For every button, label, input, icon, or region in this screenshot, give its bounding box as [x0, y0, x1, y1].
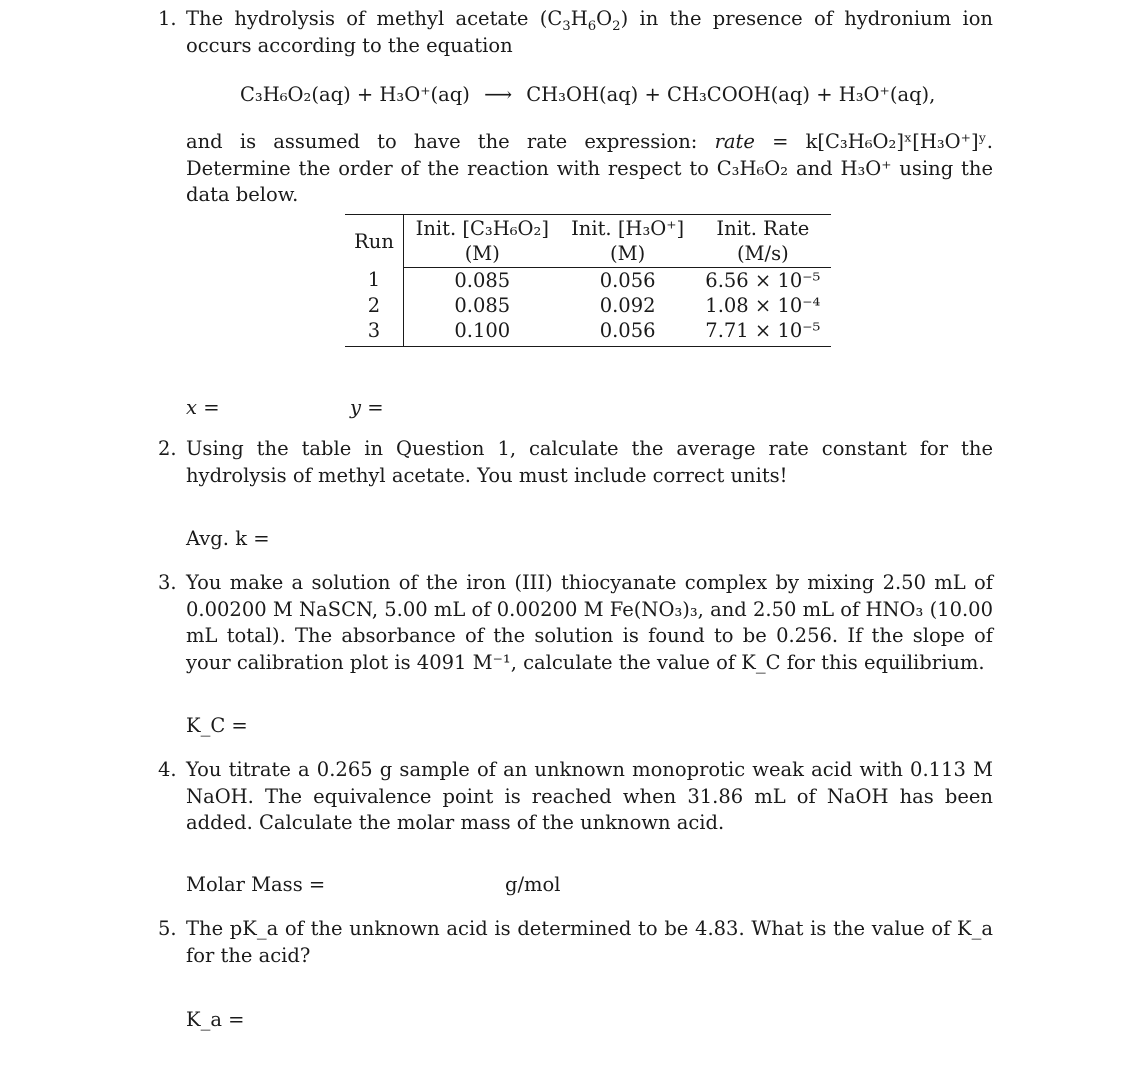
question-text: Using the table in Question 1, calculate the average rate constant for the hydrolysis of methyl acetate. You must include correct units!: [186, 437, 993, 487]
answer-ka-label: K_a =: [186, 1008, 245, 1031]
question-3: [158, 570, 993, 676]
answer-molar-mass-label: Molar Mass =: [186, 873, 326, 896]
question-number: 4.: [158, 758, 177, 781]
answer-k-label: Avg. k =: [186, 527, 270, 550]
question-text: The pK_a of the unknown acid is determined to be 4.83. What is the value of K_a for the acid?: [186, 917, 993, 967]
question-4: [158, 757, 993, 837]
equation-reactants: C₃H₆O₂(aq) + H₃O⁺(aq): [240, 83, 470, 106]
question-text: You titrate a 0.265 g sample of an unknown monoprotic weak acid with 0.113 M NaOH. The equivalence point is reached when 31.86 mL of NaOH has been added. Calculate the molar mass of the unknown acid.: [186, 758, 993, 835]
answer-x-label: x =: [186, 396, 220, 419]
rate-expression-paragraph: [158, 129, 993, 209]
table-row: 1 0.085 0.056 6.56 × 10⁻⁵: [345, 267, 831, 293]
unit-ester: (M): [404, 241, 561, 267]
col-header-hydronium-conc: Init. [H₃O⁺]: [561, 215, 695, 242]
col-header-ester-conc: Init. [C₃H₆O₂]: [404, 215, 561, 242]
question-number: 2.: [158, 437, 177, 460]
rate-word: rate: [714, 130, 755, 153]
question-1: [158, 6, 993, 59]
table-row: 3 0.100 0.056 7.71 × 10⁻⁵: [345, 318, 831, 346]
equation-arrow: ⟶: [484, 83, 513, 106]
equation-products: CH₃OH(aq) + CH₃COOH(aq) + H₃O⁺(aq),: [526, 83, 936, 106]
question-2: [158, 436, 993, 489]
rate-intro: and is assumed to have the rate expression:: [186, 130, 698, 153]
table-row: 2 0.085 0.092 1.08 × 10⁻⁴: [345, 293, 831, 318]
rate-tail: Determine the order of the reaction with respect to C₃H₆O₂ and H₃O⁺ using the data below.: [186, 156, 993, 207]
unit-rate: (M/s): [695, 241, 831, 267]
answer-molar-mass-unit: g/mol: [505, 873, 561, 896]
col-header-rate: Init. Rate: [695, 215, 831, 242]
rate-data-table: [345, 214, 831, 347]
question-text: The hydrolysis of methyl acetate $(C_3H_6O_2)$ in the presence of hydronium ion occurs according to the equation: [186, 7, 993, 57]
answer-y-label: y =: [350, 396, 384, 419]
reaction-equation: [240, 82, 935, 109]
question-number: 1.: [158, 7, 177, 30]
unit-hydronium: (M): [561, 241, 695, 267]
col-header-run: Run: [345, 215, 404, 268]
question-5: [158, 916, 993, 969]
rate-expression: = k[C₃H₆O₂]ˣ[H₃O⁺]ʸ.: [772, 130, 994, 153]
question-number: 3.: [158, 571, 177, 594]
answer-kc-label: K_C =: [186, 714, 248, 737]
question-number: 5.: [158, 917, 177, 940]
question-text: You make a solution of the iron (III) thiocyanate complex by mixing 2.50 mL of 0.00200 M NaSCN, 5.00 mL of 0.00200 M Fe(NO₃)₃, and 2.50 mL of HNO₃ (10.00 mL total). The absorbance of the solution is found to be 0.256. If the slope of your calibration plot is 4091 M⁻¹, calculate the value of K_C for this equilibrium.: [186, 571, 993, 674]
